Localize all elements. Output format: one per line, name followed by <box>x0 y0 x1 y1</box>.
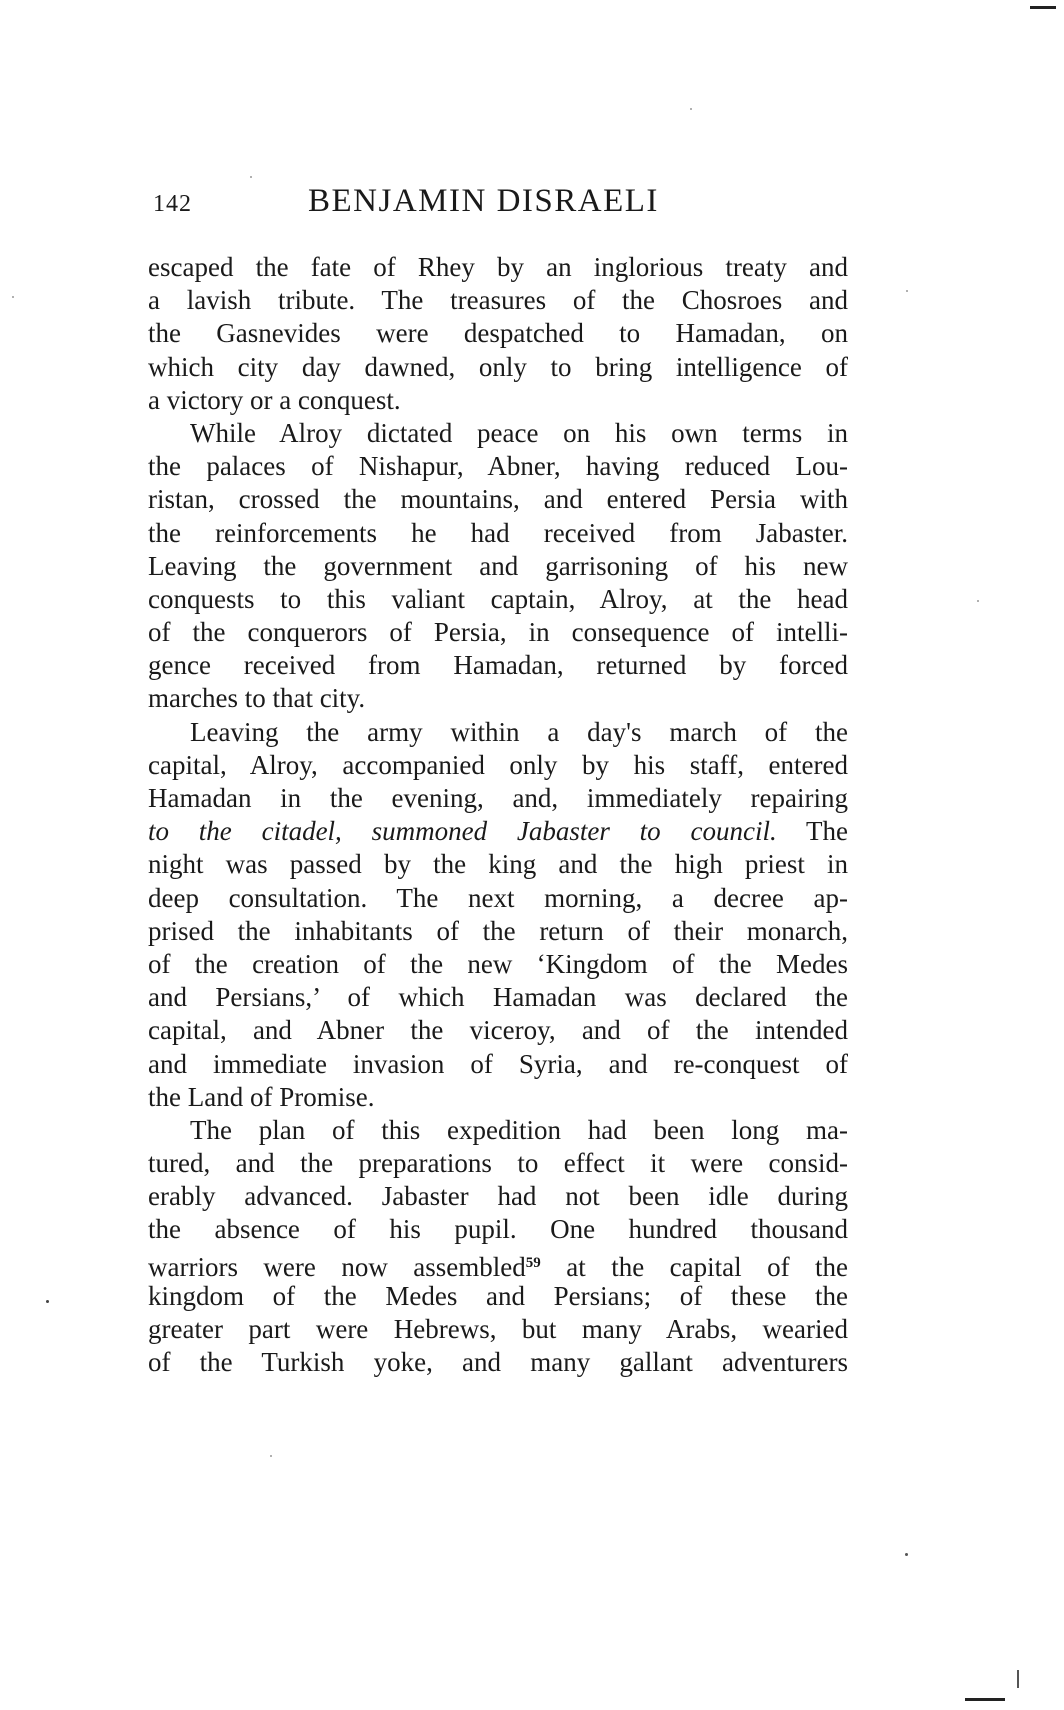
body-text <box>148 251 848 1379</box>
text-line: prised the inhabitants of the return of their monarch, <box>148 915 848 946</box>
text-line: ristan, crossed the mountains, and entered Persia with <box>148 484 848 515</box>
text-line: erably advanced. Jabaster had not been idle during <box>148 1181 848 1212</box>
scan-speck <box>46 1300 49 1303</box>
text-line <box>148 815 848 848</box>
text-line: a lavish tribute. The treasures of the Chosroes and <box>148 285 848 316</box>
scan-speck <box>250 176 252 178</box>
text-line: marches to that city. <box>148 683 366 714</box>
text-line <box>148 1247 848 1280</box>
scan-speck <box>906 290 908 292</box>
scan-speck <box>12 296 14 298</box>
text-line: The plan of this expedition had been long ma- <box>190 1114 848 1145</box>
text-line: greater part were Hebrews, but many Arabs, wearied <box>148 1314 848 1344</box>
text-line: of the conquerors of Persia, in consequence of intelli- <box>148 617 848 648</box>
text-line: Leaving the army within a day's march of the <box>190 716 848 747</box>
text-line: night was passed by the king and the high priest in <box>148 849 848 880</box>
scan-speck <box>905 1553 908 1556</box>
text-line: tured, and the preparations to effect it were consid- <box>148 1148 848 1179</box>
page-header <box>148 183 848 233</box>
text-line: deep consultation. The next morning, a decree ap- <box>148 882 848 913</box>
text-line: the reinforcements he had received from Jabaster. <box>148 517 848 548</box>
text-line: and Persians,’ of which Hamadan was declared the <box>148 982 848 1013</box>
line-tail: at the capital of the <box>566 1251 849 1282</box>
text-line: a victory or a conquest. <box>148 384 401 415</box>
text-line: the Land of Promise. <box>148 1081 375 1112</box>
text-line: While Alroy dictated peace on his own terms in <box>190 417 848 448</box>
scan-mark-top-right <box>1030 6 1056 9</box>
text-line: gence received from Hamadan, returned by forced <box>148 650 848 681</box>
line-tail: The <box>806 816 848 847</box>
footnote-reference[interactable]: 59 <box>525 1254 541 1271</box>
page-number: 142 <box>153 191 192 217</box>
scan-mark-bottom-right <box>965 1698 1005 1701</box>
text-line: the Gasnevides were despatched to Hamadan, on <box>148 318 848 349</box>
text-line: capital, and Abner the viceroy, and of the intended <box>148 1015 848 1046</box>
text-line: the palaces of Nishapur, Abner, having reduced Lou- <box>148 451 848 482</box>
text-line: the absence of his pupil. One hundred thousand <box>148 1214 848 1245</box>
line-head: warriors were now assembled <box>148 1251 526 1282</box>
scan-mark-bottom-right-tick <box>1017 1670 1019 1688</box>
text-line: and immediate invasion of Syria, and re-conquest of <box>148 1048 848 1079</box>
text-line: kingdom of the Medes and Persians; of these the <box>148 1280 848 1311</box>
text-line: escaped the fate of Rhey by an inglorious treaty and <box>148 252 848 282</box>
scan-speck <box>977 600 979 602</box>
text-line: conquests to this valiant captain, Alroy, at the head <box>148 583 848 614</box>
text-line: Leaving the government and garrisoning of his new <box>148 550 848 581</box>
running-head: BENJAMIN DISRAELI <box>308 183 659 219</box>
text-line: Hamadan in the evening, and, immediately repairing <box>148 783 848 813</box>
text-line: capital, Alroy, accompanied only by his staff, entered <box>148 749 848 780</box>
scan-speck <box>270 1455 272 1457</box>
italic-phrase: to the citadel, summoned Jabaster to council. <box>148 816 777 847</box>
text-line: which city day dawned, only to bring intelligence of <box>148 351 848 382</box>
scan-speck <box>690 108 692 110</box>
text-line: of the creation of the new ‘Kingdom of the Medes <box>148 948 848 979</box>
text-line: of the Turkish yoke, and many gallant adventurers <box>148 1347 848 1378</box>
